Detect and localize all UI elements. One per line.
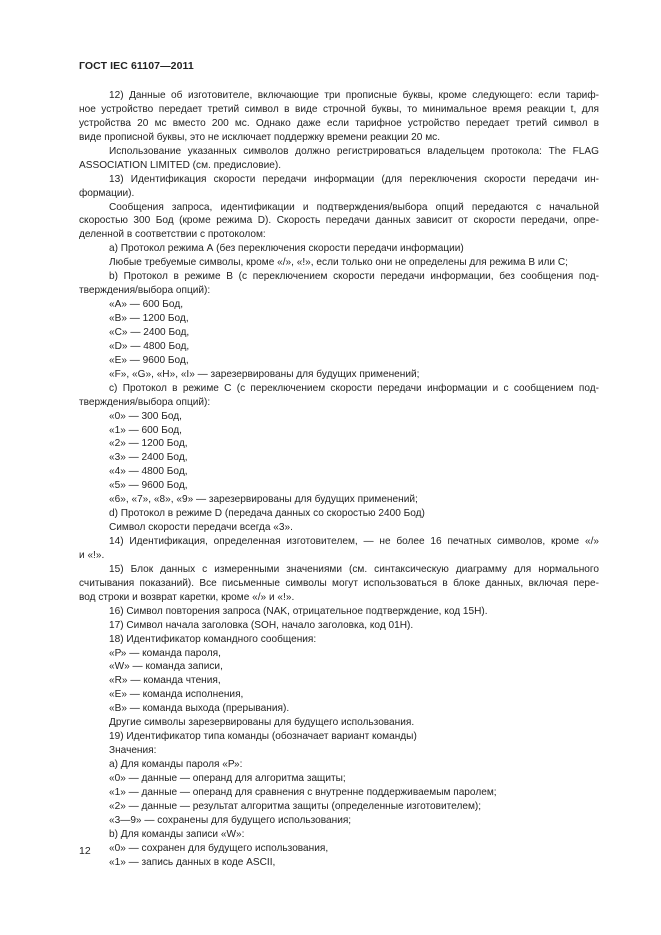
page-number: 12	[79, 845, 91, 857]
text-line: «2» — 1200 Бод,	[109, 438, 188, 450]
text-line: «2» — данные — результат алгоритма защиты (определенные изготовителем);	[109, 800, 482, 812]
text-line: «Е» — 9600 Бод,	[109, 354, 189, 366]
text-line: b) Протокол в режиме В (с переключением скорости передачи информации, без сообщения под-	[109, 271, 599, 283]
text-line: вод строки и возврат каретки, кроме «/» и «!».	[79, 591, 295, 603]
text-line: 18) Идентификатор командного сообщения:	[109, 633, 317, 645]
text-line: с) Протокол в режиме С (с переключением скорости передачи информации и с сообщением под-	[109, 382, 599, 394]
text-line: «5» — 9600 Бод,	[109, 480, 188, 492]
text-line: а) Протокол режима А (без переключения скорости передачи информации)	[109, 243, 464, 255]
document-body	[79, 89, 599, 870]
text-line: 17) Символ начала заголовка (SOH, начало заголовка, код 01Н).	[109, 619, 414, 631]
text-line: «0» — 300 Бод,	[109, 410, 182, 422]
text-line: «W» — команда записи,	[109, 661, 223, 673]
text-line: d) Протокол в режиме D (передача данных со скоростью 2400 Бод)	[109, 508, 425, 520]
text-line: «1» — данные — операнд для сравнения с внутренне поддерживаемым паролем;	[109, 786, 497, 798]
text-line: «6», «7», «8», «9» — зарезервированы для будущих применений;	[109, 494, 418, 506]
text-line: «0» — сохранен для будущего использования,	[109, 842, 329, 854]
text-line: «1» — 600 Бод,	[109, 424, 182, 436]
text-line: «В» — 1200 Бод,	[109, 313, 189, 324]
text-line: Значения:	[109, 745, 157, 757]
text-line: «1» — запись данных в коде ASCII,	[109, 856, 276, 868]
text-line: тверждения/выбора опций):	[79, 285, 211, 297]
text-line: скоростью 300 Бод (кроме режима D). Скорость передачи данных зависит от скорости передачи, опре-	[79, 215, 599, 227]
text-line: 16) Символ повторения запроса (NAK, отрицательное подтверждение, код 15Н).	[109, 605, 488, 617]
text-line: «С» — 2400 Бод,	[109, 326, 190, 338]
text-line: 19) Идентификатор типа команды (обозначает вариант команды)	[109, 731, 417, 743]
text-line: считывания показаний). Все письменные символы могут использоваться в блоке данных, включая пере-	[79, 577, 599, 589]
text-line: и «!».	[79, 549, 105, 561]
text-line: «Р» — команда пароля,	[109, 647, 221, 659]
text-line: «F», «G», «Н», «I» — зарезервированы для будущих применений;	[109, 368, 420, 380]
text-line: «D» — 4800 Бод,	[109, 340, 190, 352]
text-line: 13) Идентификация скорости передачи информации (для переключения скорости передачи ин-	[109, 173, 599, 185]
document-header: ГОСТ IEC 61107—2011	[79, 60, 194, 72]
text-line: b) Для команды записи «W»:	[109, 828, 245, 840]
text-line: Сообщения запроса, идентификации и подтверждения/выбора опций передаются с начальной	[109, 201, 599, 213]
text-line: 14) Идентификация, определенная изготовителем, — не более 16 печатных символов, кроме «/»	[109, 536, 599, 547]
text-line: «А» — 600 Бод,	[109, 299, 184, 311]
text-line: «3—9» — сохранены для будущего использования;	[109, 814, 352, 826]
text-line: а) Для команды пароля «Р»:	[109, 759, 243, 770]
text-line: виде прописной буквы, это не исключает поддержку времени реакции 20 мс.	[79, 131, 441, 143]
text-line: Любые требуемые символы, кроме «/», «!», если только они не определены для режима В или С;	[109, 257, 568, 269]
text-line: ное устройство передает третий символ в виде строчной буквы, то минимальное время реакции t, для	[79, 103, 599, 115]
text-line: тверждения/выбора опций):	[79, 396, 211, 408]
text-line: Символ скорости передачи всегда «3».	[109, 522, 293, 534]
text-line: устройства 20 мс вместо 200 мс. Однако даже если тарифное устройство передает третий символ в	[79, 117, 599, 129]
text-line: Другие символы зарезервированы для будущего использования.	[109, 717, 415, 729]
text-line: 12) Данные об изготовителе, включающие три прописные буквы, кроме следующего: если тариф-	[109, 90, 599, 101]
text-line: формации).	[79, 187, 135, 199]
text-line: деленной в соответствии с протоколом:	[79, 229, 266, 241]
text-line: 15) Блок данных с измеренными значениями (см. синтаксическую диаграмму для нормального	[109, 563, 599, 575]
text-line: «R» — команда чтения,	[109, 675, 221, 687]
text-line: «Е» — команда исполнения,	[109, 689, 244, 701]
text-line: «3» — 2400 Бод,	[109, 452, 188, 464]
text-line: ASSOCIATION LIMITED (см. предисловие).	[79, 159, 282, 171]
text-line: Использование указанных символов должно регистрироваться владельцем протокола: The FLAG	[109, 145, 599, 157]
text-line: «В» — команда выхода (прерывания).	[109, 703, 290, 715]
text-line: «0» — данные — операнд для алгоритма защиты;	[109, 772, 346, 784]
text-line: «4» — 4800 Бод,	[109, 466, 188, 478]
